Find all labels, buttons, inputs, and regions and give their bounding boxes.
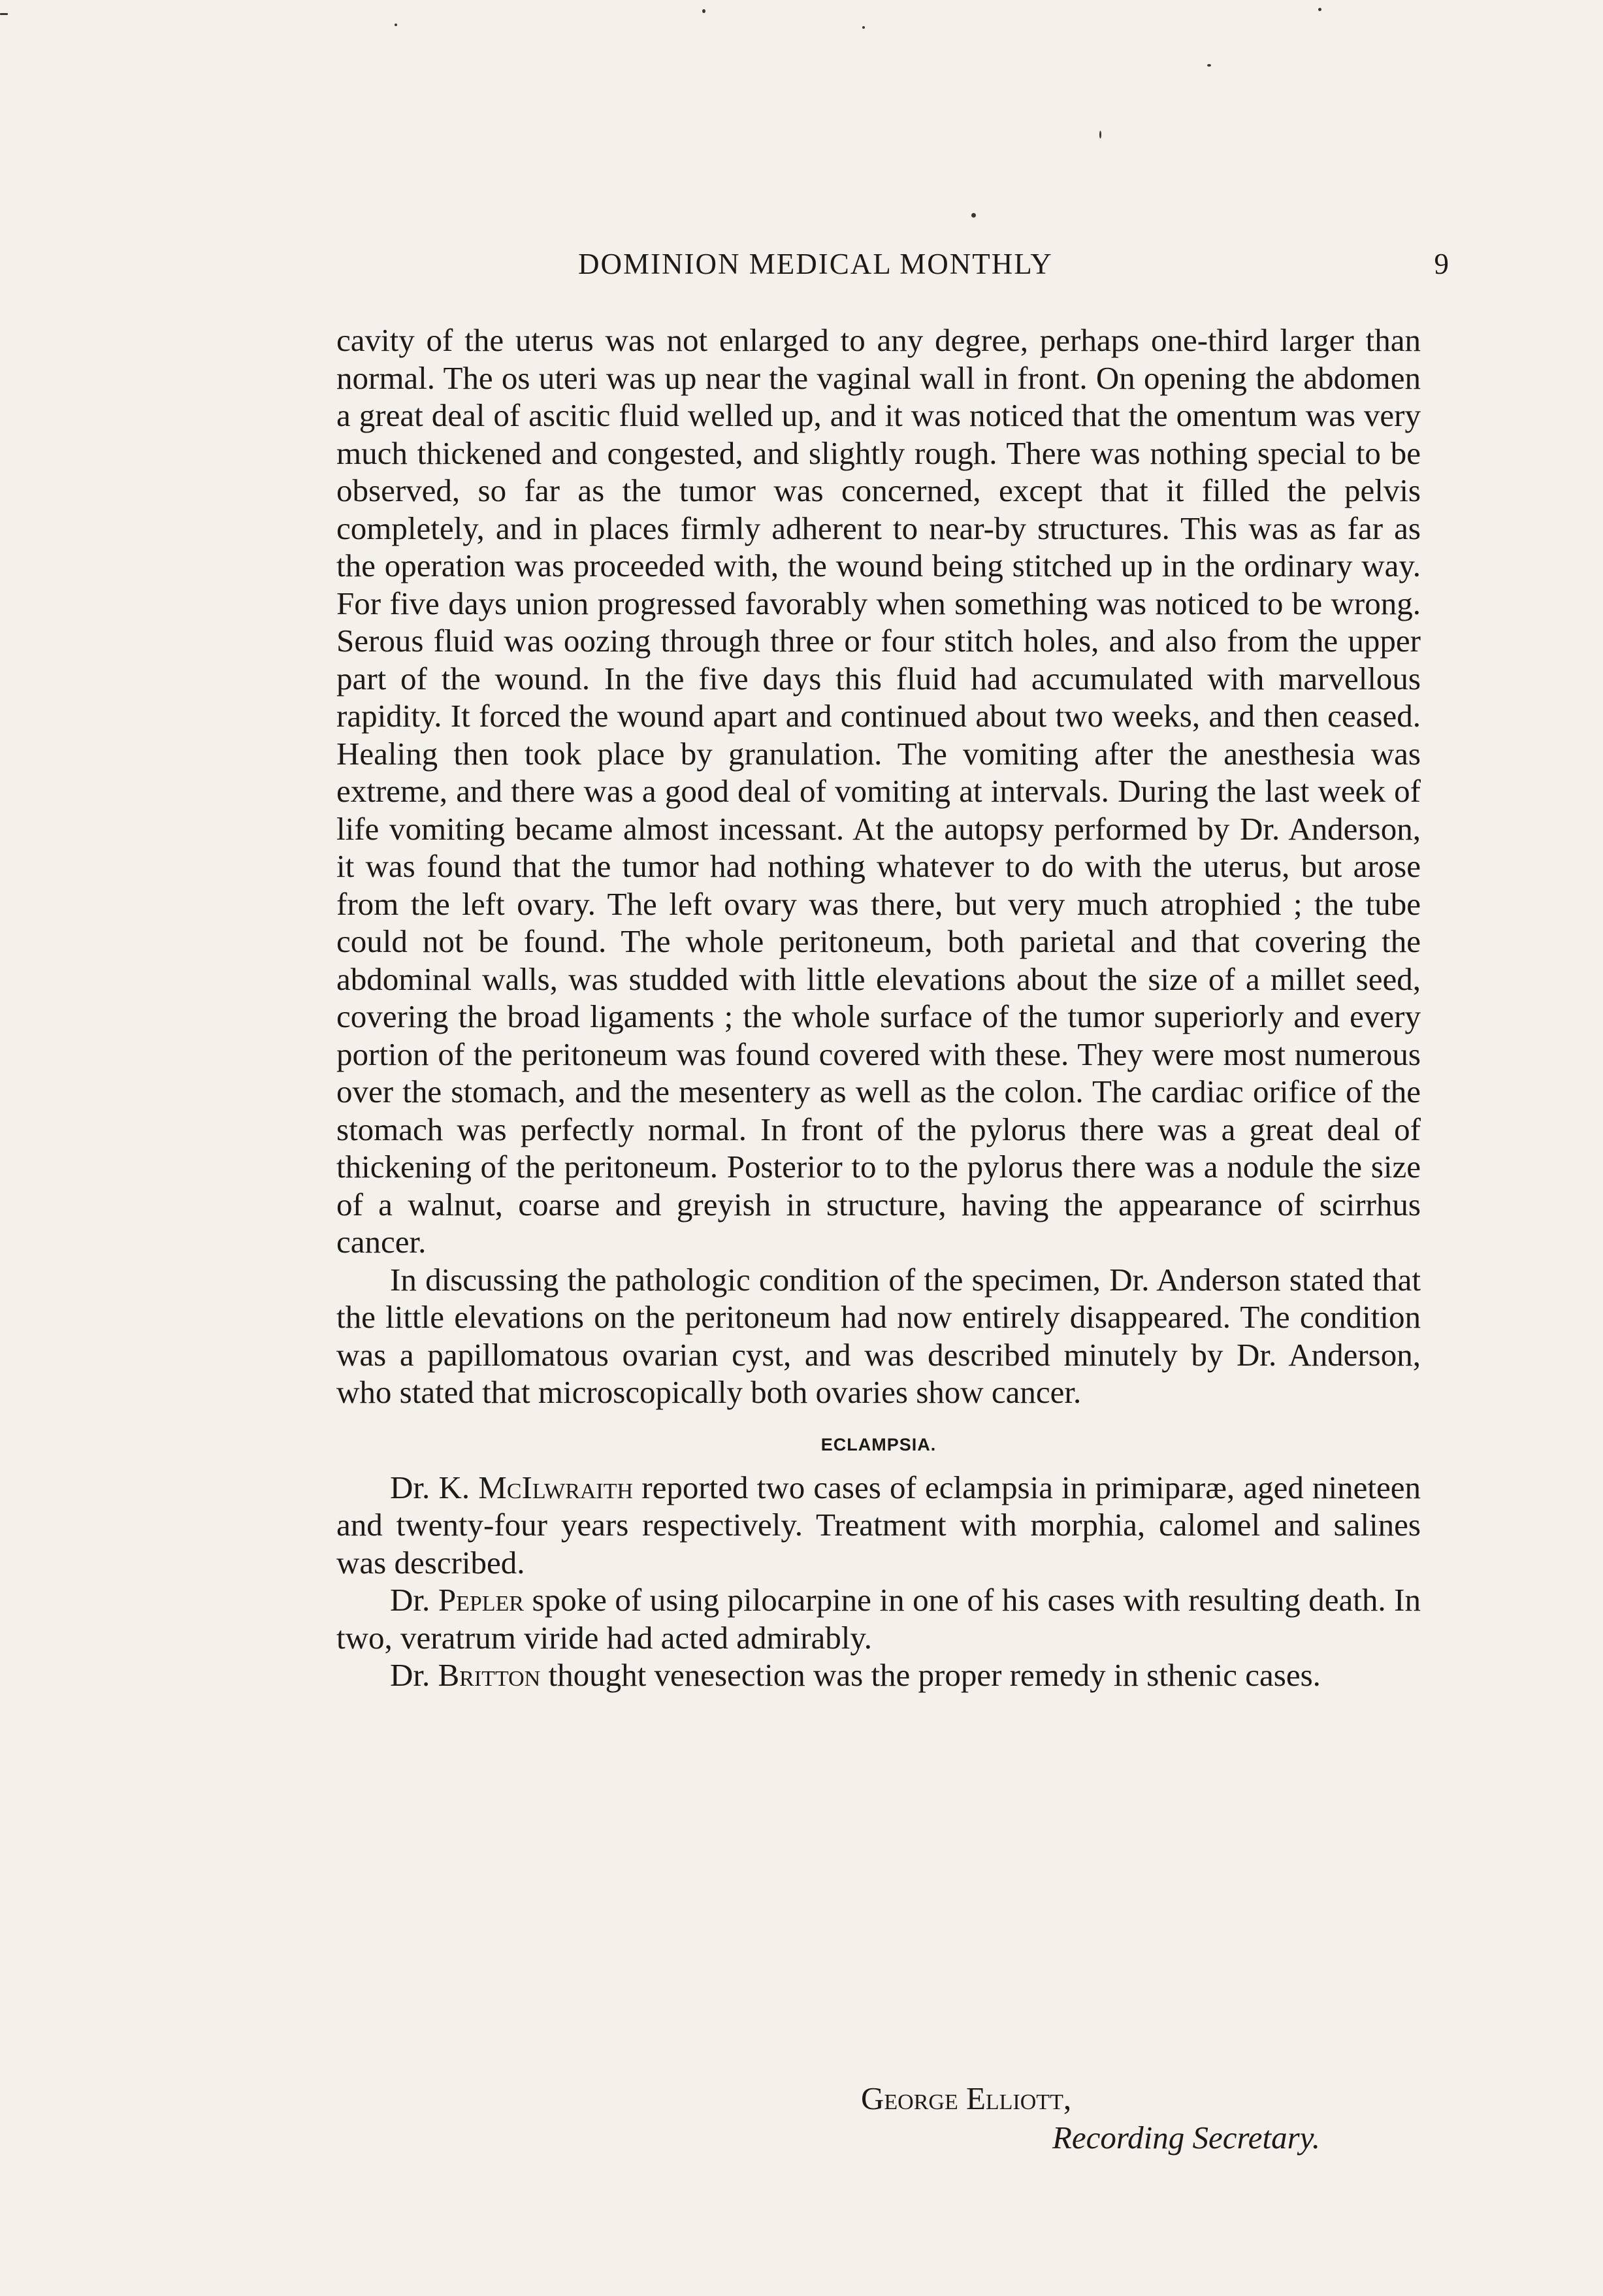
speaker-prefix: Dr. <box>390 1469 430 1505</box>
body-paragraph-continued: cavity of the uterus was not enlarged to any degree, perhaps one-third larger than normal. The os uteri was up near the vaginal wall in front. On opening the abdomen a great deal of ascitic fluid welled up, and it was noticed that the omentum was very much thickened and congested, and slightly rough. There was nothing special to be observed, so far as the tumor was concerned, except that it filled the pelvis completely, and in places firmly adherent to near-by structures. This was as far as the operation was proceeded with, the wound being stitched up in the ordinary way. For five days union progressed favorably when something was noticed to be wrong. Serous fluid was oozing through three or four stitch holes, and also from the upper part of the wound. In the five days this fluid had accumulated with marvellous rapidity. It forced the wound apart and continued about two weeks, and then ceased. Healing then took place by granulation. The vomiting after the anesthesia was extreme, and there was a good deal of vomiting at intervals. During the last week of life vomiting became almost incessant. At the autopsy performed by Dr. Anderson, it was found that the tumor had nothing whatever to do with the uterus, but arose from the left ovary. The left ovary was there, but very much atrophied ; the tube could not be found. The whole peritoneum, both parietal and that covering the abdominal walls, was studded with little elevations about the size of a millet seed, covering the broad ligaments ; the whole surface of the tumor superiorly and every portion of the peritoneum was found covered with these. They were most numerous over the stomach, and the mesentery as well as the colon. The cardiac orifice of the stomach was perfectly normal. In front of the pylorus there was a great deal of thickening of the peritoneum. Posterior to to the pylorus there was a nodule the size of a walnut, coarse and greyish in structure, having the appearance of scirrhus cancer. <box>336 322 1421 1260</box>
speaker-prefix: Dr. <box>390 1657 430 1693</box>
paragraph-text: spoke of using pilocarpine in one of his cases with resulting death. In two, veratrum viride had acted admirably. <box>336 1582 1421 1656</box>
signature-block <box>861 2079 1320 2157</box>
journal-title: DOMINION MEDICAL MONTHLY <box>578 248 1053 280</box>
scan-speck <box>1207 64 1211 67</box>
eclampsia-paragraph-1 <box>336 1469 1421 1582</box>
speaker-name: Pepler <box>438 1582 524 1618</box>
eclampsia-paragraph-3 <box>336 1656 1421 1694</box>
running-header <box>336 247 1450 286</box>
page-number: 9 <box>1434 248 1450 280</box>
scan-speck <box>0 13 8 15</box>
body-paragraph-discussion: In discussing the pathologic condition of the specimen, Dr. Anderson stated that the little elevations on the peritoneum had now entirely disappeared. The condition was a papillomatous ovarian cyst, and was described minutely by Dr. Anderson, who stated that microscopically both ovaries show cancer. <box>336 1261 1421 1410</box>
scan-speck <box>1099 131 1101 139</box>
signatory-role: Recording Secretary. <box>1052 2120 1321 2156</box>
scan-speck <box>702 9 705 13</box>
eclampsia-paragraph-2 <box>336 1581 1421 1656</box>
scan-speck <box>971 213 976 218</box>
signatory-name: George Elliott, <box>861 2080 1072 2116</box>
section-heading-eclampsia: ECLAMPSIA. <box>820 1434 937 1454</box>
scan-speck <box>862 26 865 29</box>
speaker-name: Britton <box>438 1657 541 1693</box>
speaker-name: K. McIlwraith <box>438 1469 634 1505</box>
scan-speck <box>1318 8 1321 11</box>
paragraph-text: thought venesection was the proper remedy in sthenic cases. <box>548 1657 1321 1693</box>
paragraph-text: reported two cases of eclampsia in primiparæ, aged nineteen and twenty-four years respectively. Treatment with morphia, calomel and salines was described. <box>336 1469 1421 1581</box>
scan-speck <box>395 24 397 26</box>
speaker-prefix: Dr. <box>390 1582 430 1618</box>
article-body <box>336 321 1421 1694</box>
